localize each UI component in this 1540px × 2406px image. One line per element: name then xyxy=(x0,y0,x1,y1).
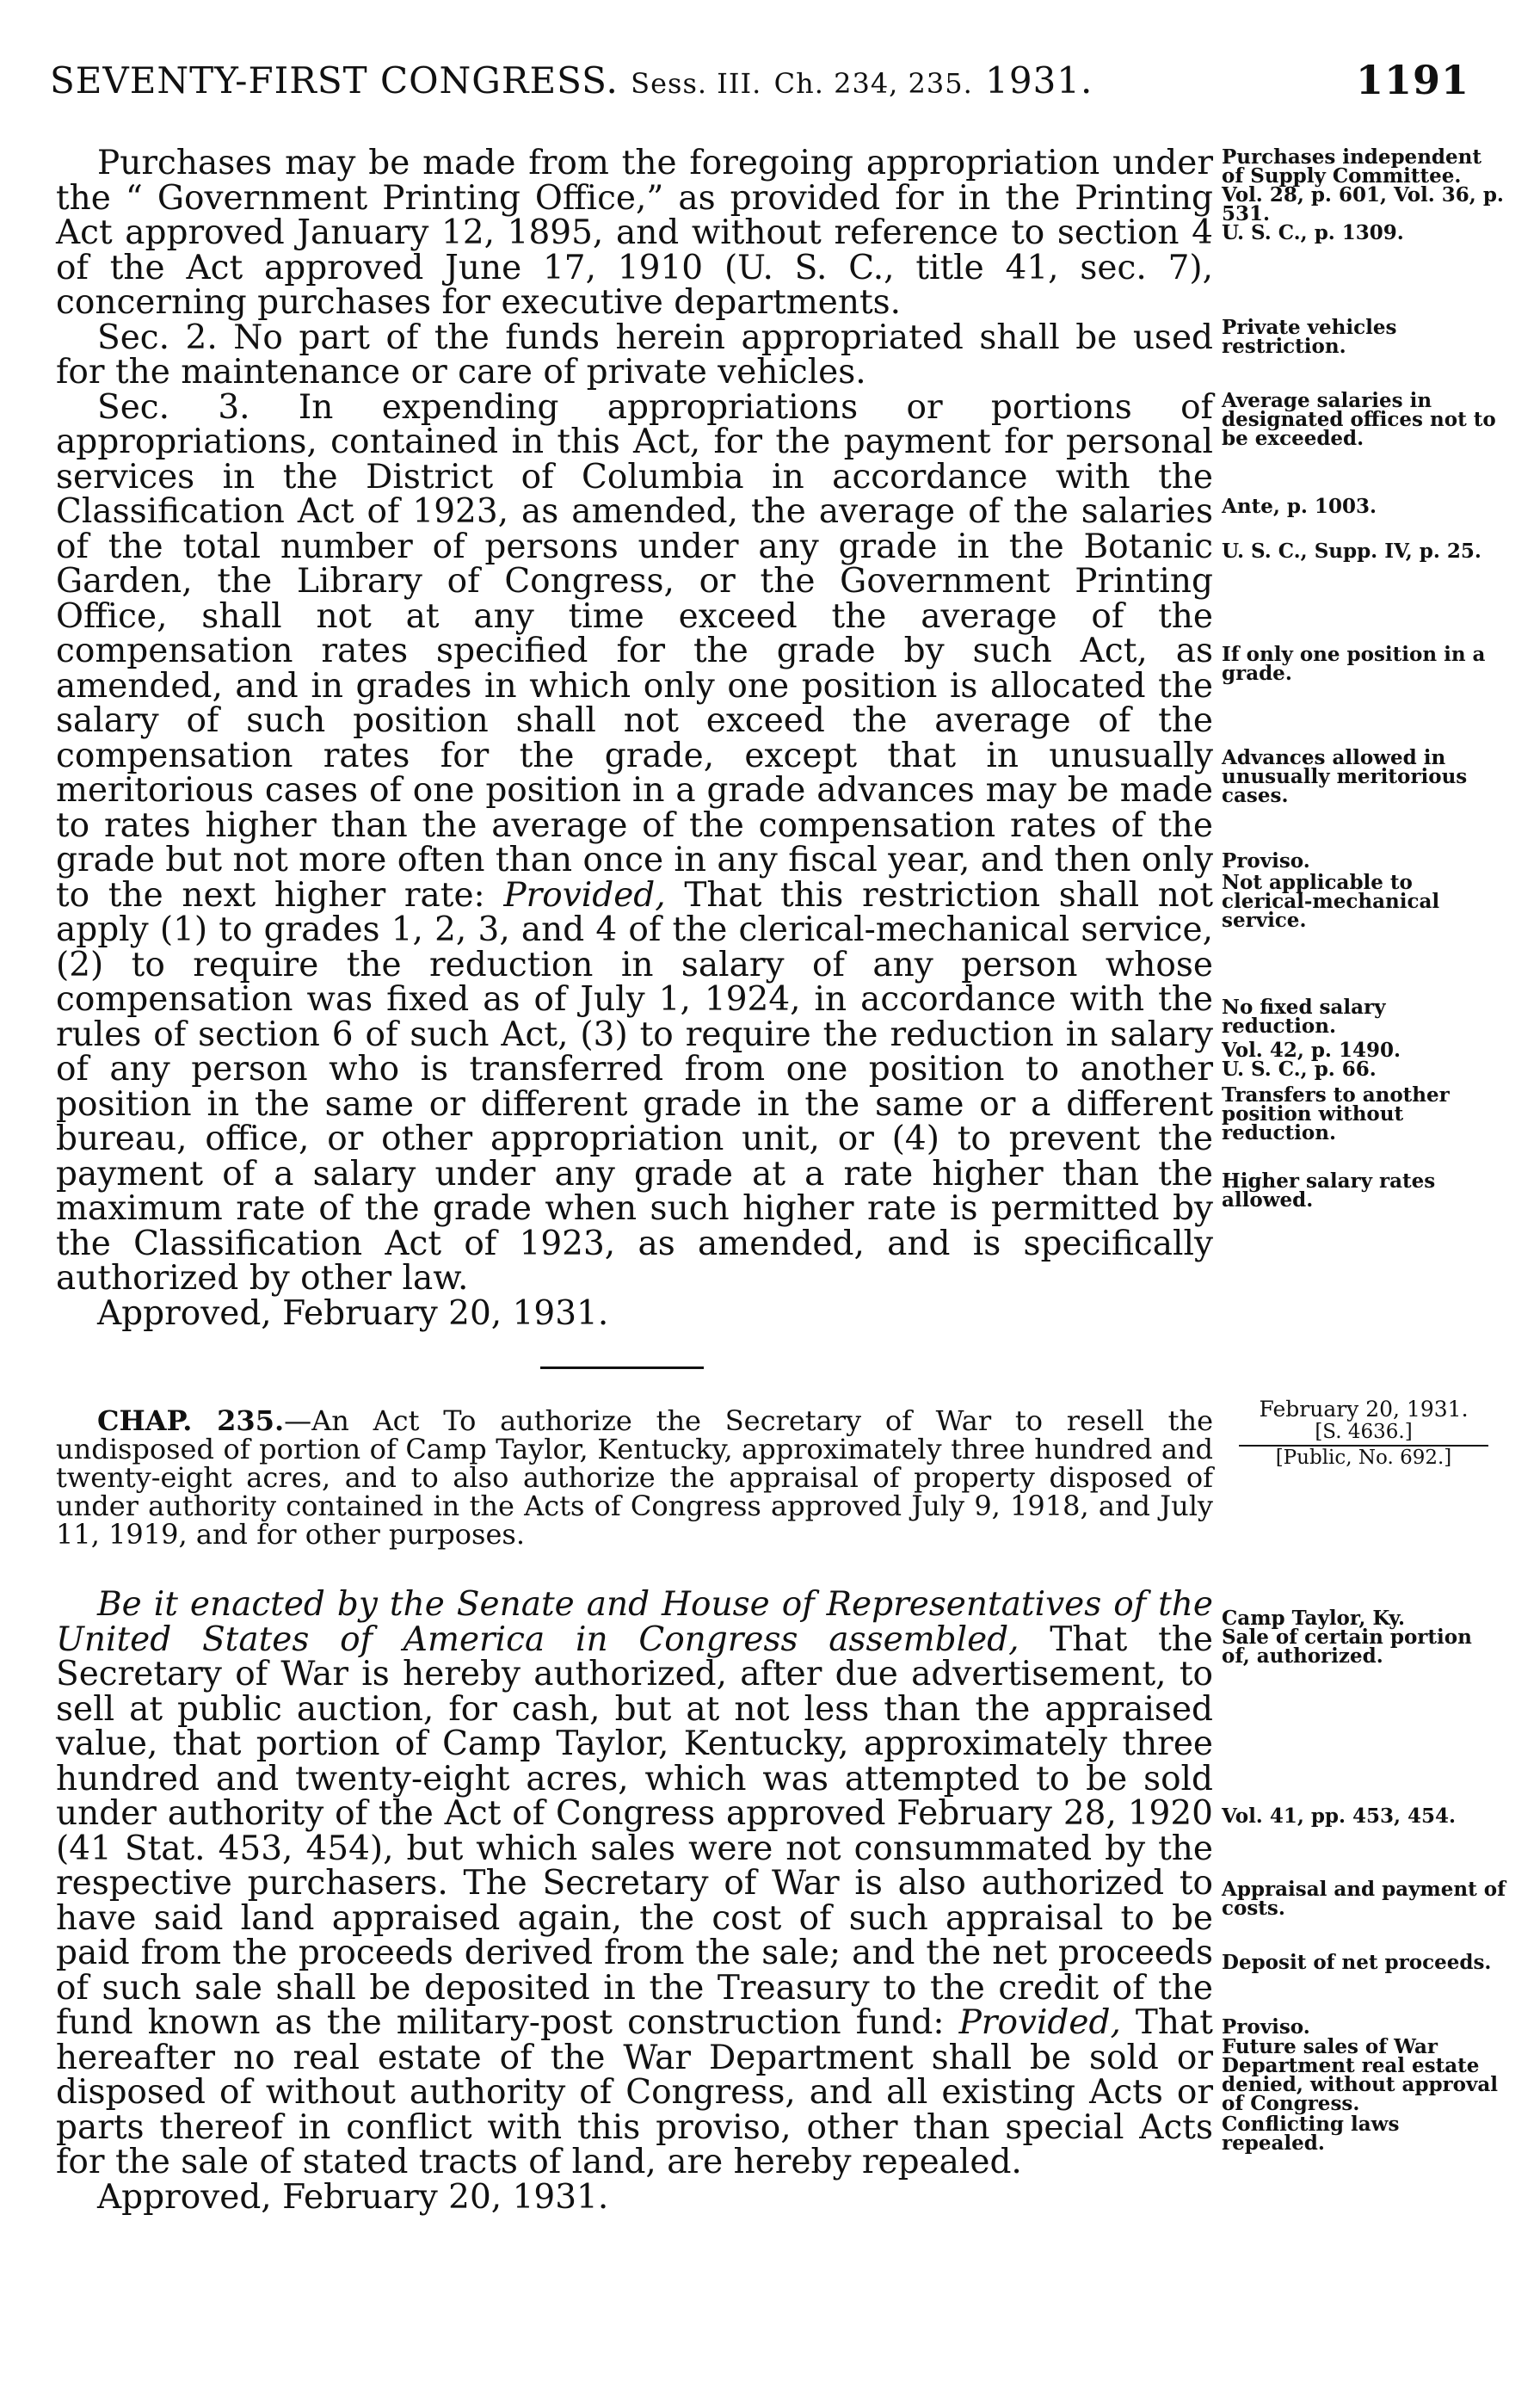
section-2: Sec. 2. No part of the funds herein appropriated shall be used for the maintenance or care of private vehicles. xyxy=(56,318,1213,392)
chapter-235-text xyxy=(56,1585,1213,2217)
senate-bill: [S. 4636.] xyxy=(1315,1421,1413,1443)
margin-note-future: Future sales of War Department real estate denied, without approval of Congress. xyxy=(1222,2035,1499,2115)
margin-note-conflicting: Conflicting laws repealed. xyxy=(1222,2113,1400,2155)
margin-purchases-1: Purchases independent of Supply Committee. xyxy=(1222,145,1481,188)
margin-note-ante: Ante, p. 1003. xyxy=(1222,495,1377,518)
body-part2: That hereafter no real estate of the War Department shall be sold or disposed of without authority of Congress, and all existing Acts or parts thereof in conflict with this proviso, other than special Acts for the sale of stated tracts of land, are hereby repealed. xyxy=(56,2003,1213,2181)
margin-note-purchases xyxy=(1222,145,1506,244)
chapter-234-text xyxy=(56,146,1213,1331)
margin-note-deposit: Deposit of net proceeds. xyxy=(1222,1951,1492,1974)
section-divider xyxy=(540,1366,704,1369)
margin-note-camp-taylor xyxy=(1222,1609,1506,1666)
bill-date: February 20, 1931. xyxy=(1259,1397,1469,1422)
margin-note-proviso-2: Proviso. xyxy=(1222,2015,1310,2039)
chapter-235-title xyxy=(56,1404,1213,1551)
page-number: 1191 xyxy=(1355,57,1469,103)
margin-note-higher: Higher salary rates allowed. xyxy=(1222,1169,1436,1212)
margin-note-one-position: If only one position in a grade. xyxy=(1222,643,1486,685)
margin-note-vol41: Vol. 41, pp. 453, 454. xyxy=(1222,1804,1457,1828)
margin-note-transfers: Transfers to another position without reduction. xyxy=(1222,1083,1450,1144)
enacting-clause: Be it enacted by the Senate and House of Representatives of the United States of America in Congress assembled, xyxy=(56,1585,1213,1659)
margin-usc66: U. S. C., p. 66. xyxy=(1222,1058,1377,1081)
margin-note-private: Private vehicles restriction. xyxy=(1222,316,1397,358)
section-3 xyxy=(56,387,1213,1298)
running-header xyxy=(50,50,1469,110)
provided-term: Provided, xyxy=(503,875,666,915)
margin-vol42: Vol. 42, p. 1490. xyxy=(1222,1039,1401,1062)
header-year: 1931. xyxy=(985,59,1093,102)
margin-note-no-fixed: No fixed salary reduction. xyxy=(1222,996,1386,1038)
provided-term-235: Provided, xyxy=(958,2003,1121,2042)
header-left xyxy=(50,59,1093,102)
bill-info xyxy=(1222,1398,1506,1469)
margin-note-usc-supp: U. S. C., Supp. IV, p. 25. xyxy=(1222,540,1481,563)
margin-sale: Sale of certain portion of, authorized. xyxy=(1222,1626,1472,1668)
margin-note-advances: Advances allowed in unusually meritorious cases. xyxy=(1222,746,1468,807)
margin-camp-taylor: Camp Taylor, Ky. xyxy=(1222,1607,1406,1630)
approved-line-235: Approved, February 20, 1931. xyxy=(97,2177,609,2217)
margin-note-proviso: Proviso. xyxy=(1222,849,1310,873)
header-congress: SEVENTY-FIRST CONGRESS. xyxy=(50,59,619,102)
margin-note-appraisal: Appraisal and payment of costs. xyxy=(1222,1878,1506,1920)
header-chapter: Ch. 234, 235. xyxy=(773,66,973,100)
margin-purchases-3: U. S. C., p. 1309. xyxy=(1222,221,1404,244)
section-3-part1: Sec. 3. In expending appropriations or portions of appropriations, contained in this Act, for the payment for personal services in the District of Columbia in accordance with the Classification Act of 1923, as amended, the average of the salaries of the total number of persons under any grade in the Botanic Garden, the Library of Congress, or the Government Printing Office, shall not at any time exceed the average of the compensation rates specified for the grade by such Act, as amended, and in grades in which only one position is allocated the salary of such position shall not exceed the average of the compensation rates for the grade, except that in unusually meritorious cases of one position in a grade advances may be made to rates higher than the average of the compensation rates of the grade but not more often than once in any fiscal year, and then only to the next higher rate: xyxy=(56,387,1213,915)
purchases-paragraph: Purchases may be made from the foregoing appropriation under the “ Government Printing Office,” as provided for in the Printing Act approved January 12, 1895, and without reference to section 4 of the Act approved June 17, 1910 (U. S. C., title 41, sec. 7), concerning purchases for executive departments. xyxy=(56,144,1213,322)
header-session: Sess. III. xyxy=(631,66,762,100)
margin-note-average: Average salaries in designated offices not to be exceeded. xyxy=(1222,389,1496,450)
approved-line-234: Approved, February 20, 1931. xyxy=(97,1293,609,1333)
public-number: [Public, No. 692.] xyxy=(1275,1447,1452,1469)
margin-note-not-applicable: Not applicable to clerical-mechanical service. xyxy=(1222,871,1440,932)
margin-note-refs xyxy=(1222,1041,1506,1079)
section-3-part2: That this restriction shall not apply (1) to grades 1, 2, 3, and 4 of the clerical-mechanical service, (2) to require the reduction in salary of any person whose compensation was fixed as of July 1, 1924, in accordance with the rules of section 6 of such Act, (3) to require the reduction in salary of any person who is transferred from one position to another position in the same or different grade in the same or a different bureau, office, or other appropriation unit, or (4) to prevent the payment of a salary under any grade at a rate higher than the maximum rate of the grade when such higher rate is permitted by the Classification Act of 1923, as amended, and is specifically authorized by other law. xyxy=(56,875,1213,1298)
body-part1: That the Secretary of War is hereby authorized, after due advertisement, to sell at public auction, for cash, but at not less than the appraised value, that portion of Camp Taylor, Kentucky, approximately three hundred and twenty-eight acres, which was attempted to be sold under authority of the Act of Congress approved February 28, 1920 (41 Stat. 453, 454), but which sales were not consummated by the respective purchasers. The Secretary of War is also authorized to have said land appraised again, the cost of such appraisal to be paid from the proceeds derived from the sale; and the net proceeds of such sale shall be deposited in the Treasury to the credit of the fund known as the military-post construction fund: xyxy=(56,1619,1213,2042)
margin-purchases-2: Vol. 28, p. 601, Vol. 36, p. 531. xyxy=(1222,183,1504,225)
enacting-paragraph xyxy=(56,1585,1213,2181)
chapter-label: CHAP. 235. xyxy=(97,1404,285,1437)
chapter-title-text: —An Act To authorize the Secretary of War to resell the undisposed of portion of Camp Taylor, Kentucky, approximately three hundred and twenty-eight acres, and to also authorize the appraisal of property disposed of under authority contained in the Acts of Congress approved July 9, 1918, and July 11, 1919, and for other purposes. xyxy=(56,1404,1213,1551)
